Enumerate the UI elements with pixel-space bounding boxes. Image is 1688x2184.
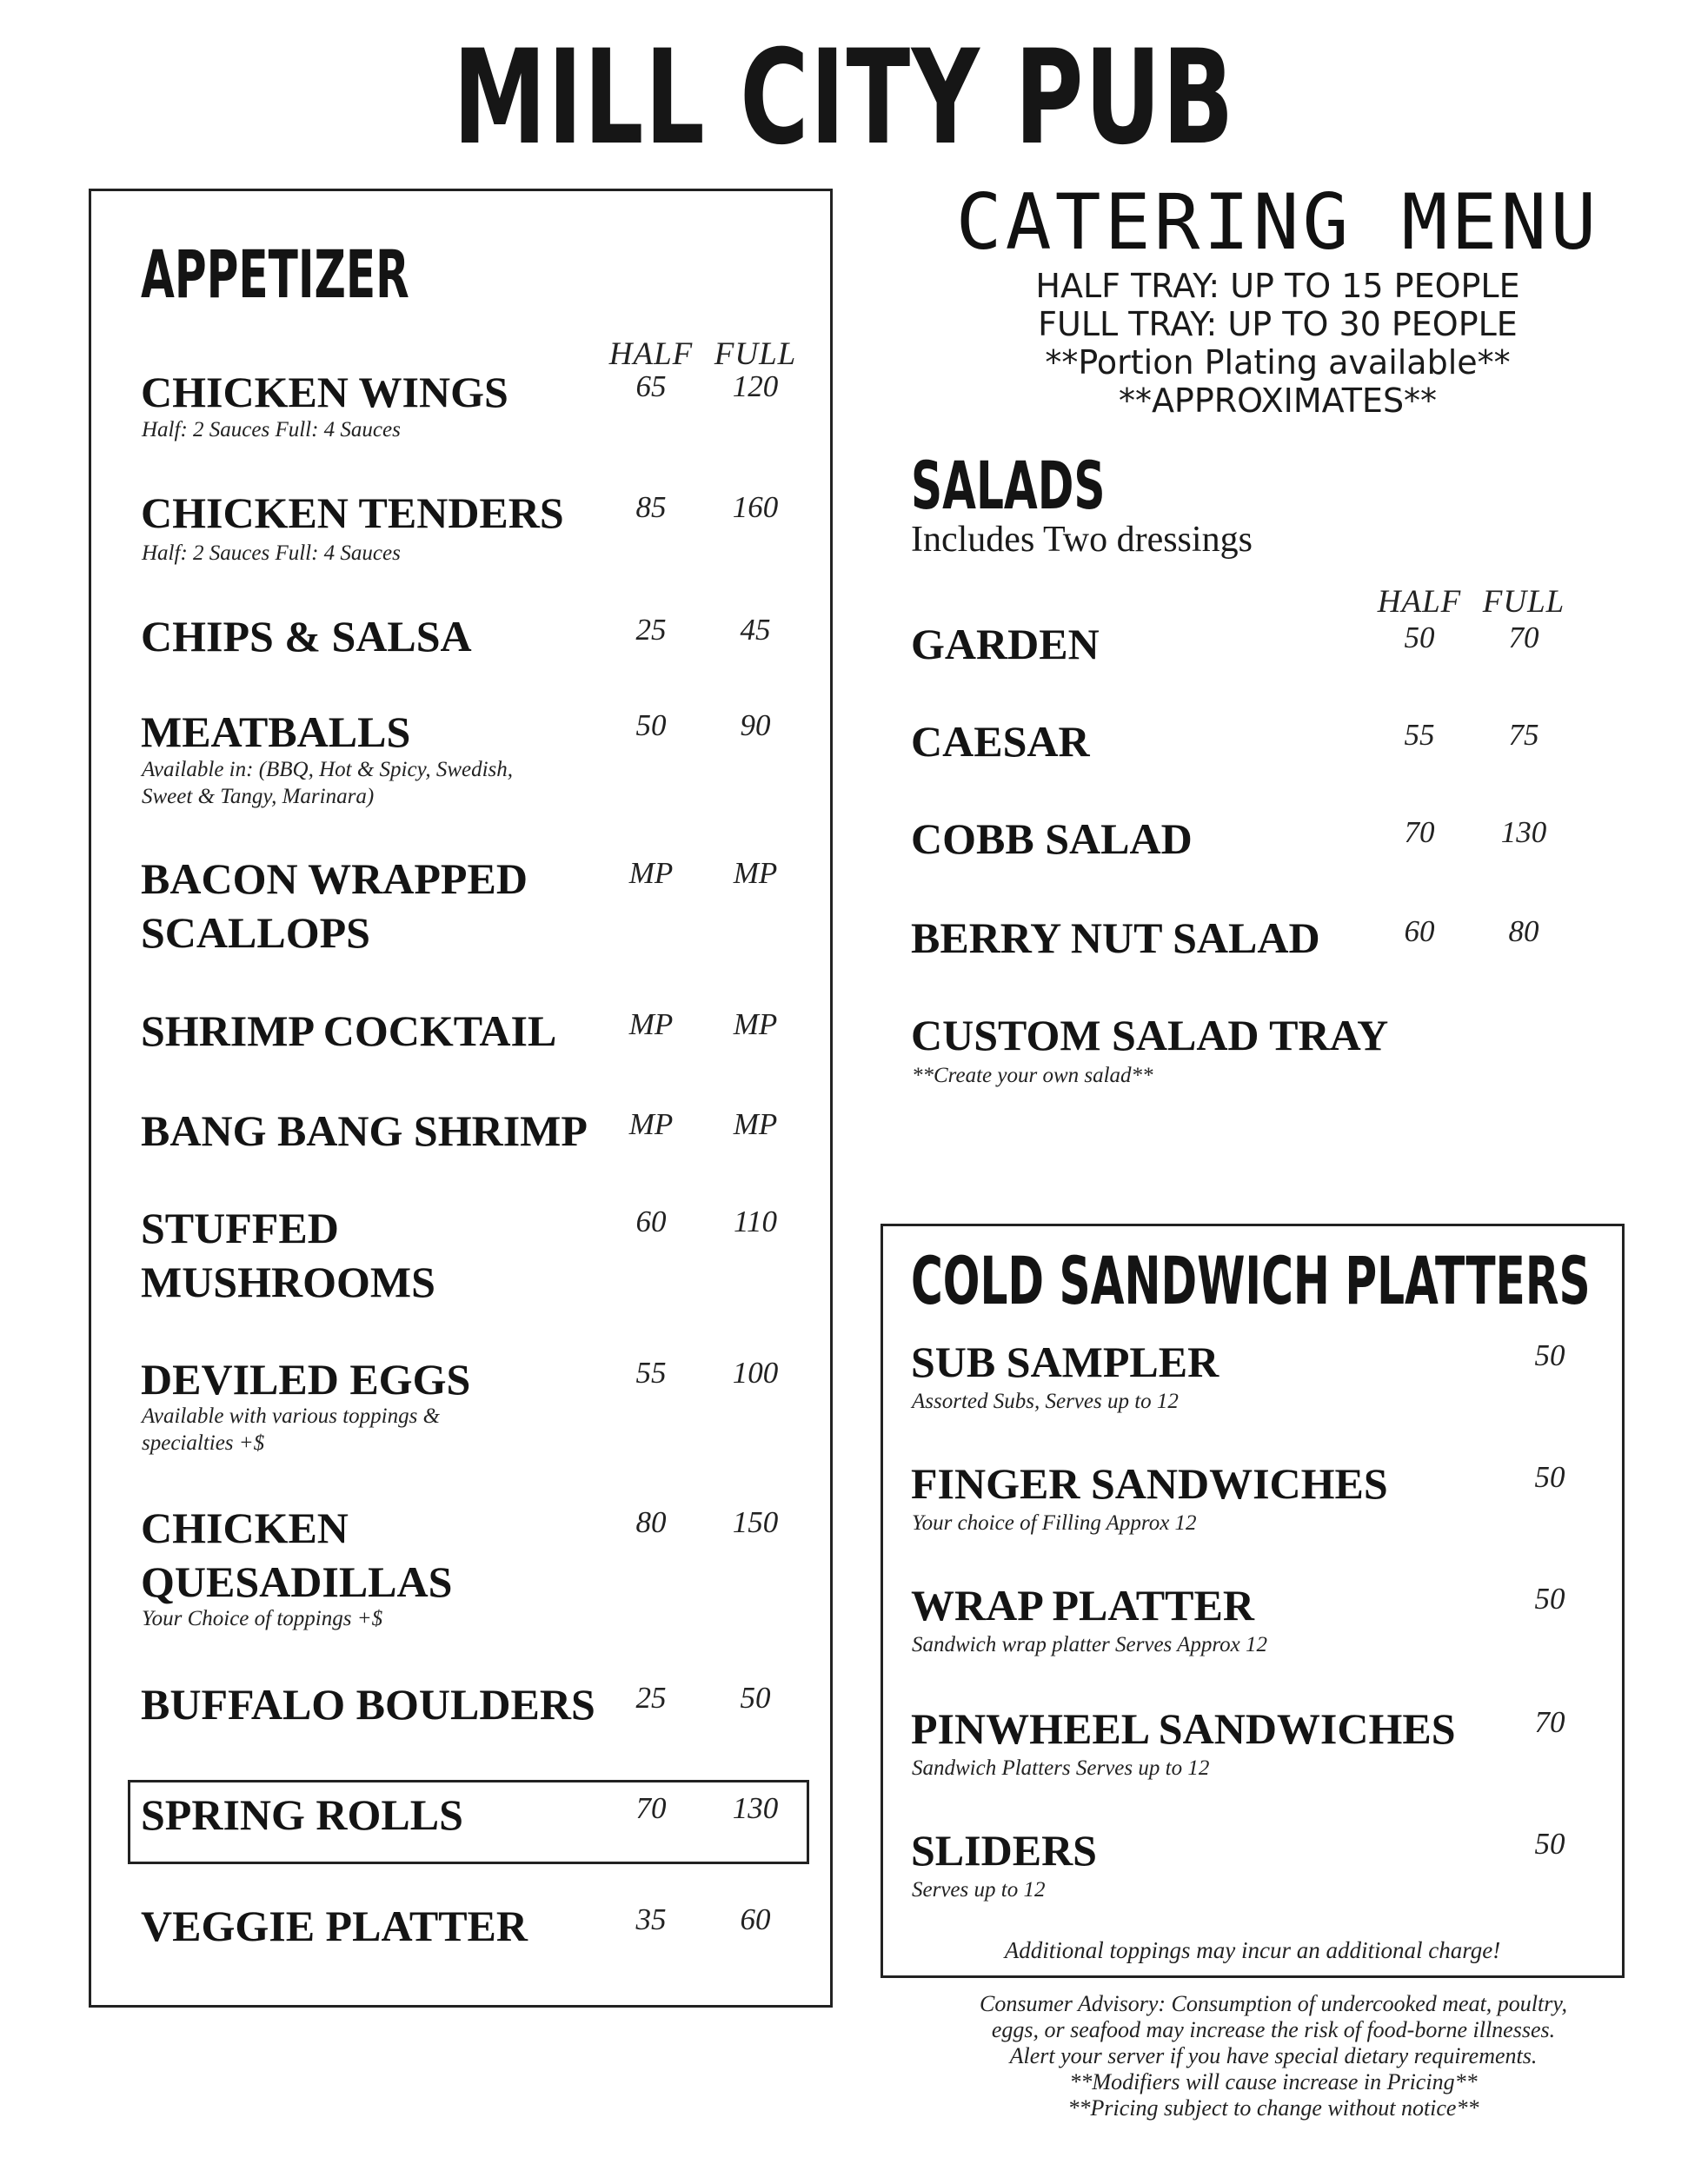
price-full: 60: [740, 1902, 771, 1936]
menu-item-desc: Sandwich Platters Serves up to 12: [912, 1756, 1210, 1780]
appetizer-full-header: FULL: [714, 336, 797, 372]
menu-item-buffalo-boulders: BUFFALO BOULDERS: [141, 1680, 595, 1729]
catering-menu-title: CATERING MENU: [955, 177, 1600, 267]
modifiers-note: **Modifiers will cause increase in Pricing**: [1069, 2069, 1478, 2094]
appetizer-half-header: HALF: [608, 336, 694, 372]
price: 50: [1534, 1338, 1565, 1372]
menu-item-berry-nut-salad: BERRY NUT SALAD: [911, 913, 1320, 962]
tray-info-full: FULL TRAY: UP TO 30 PEOPLE: [1038, 305, 1518, 343]
menu-item-name-line2: QUESADILLAS: [141, 1557, 453, 1606]
tray-info-half: HALF TRAY: UP TO 15 PEOPLE: [1035, 267, 1520, 305]
price-half: 55: [635, 1356, 667, 1390]
menu-item-chips-salsa: CHIPS & SALSA: [141, 612, 472, 661]
price: 70: [1534, 1705, 1565, 1739]
menu-item-desc: Your choice of Filling Approx 12: [912, 1511, 1197, 1535]
menu-item-bacon-wrapped-scallops: BACON WRAPPED: [141, 854, 528, 903]
price-full: MP: [733, 1007, 778, 1041]
menu-item-sliders: SLIDERS: [911, 1826, 1097, 1875]
menu-item-desc: **Create your own salad**: [912, 1064, 1153, 1087]
price-half: 70: [635, 1791, 667, 1825]
price-half: 70: [1404, 815, 1435, 849]
price-full: 50: [740, 1681, 771, 1715]
price: 50: [1534, 1582, 1565, 1616]
menu-item-desc: Available in: (BBQ, Hot & Spicy, Swedish,: [142, 758, 514, 781]
price-half: 50: [1404, 621, 1435, 654]
menu-item-desc: Assorted Subs, Serves up to 12: [912, 1390, 1179, 1413]
price-full: 70: [1508, 621, 1539, 654]
menu-item-wrap-platter: WRAP PLATTER: [911, 1581, 1254, 1630]
menu-item-chicken-wings: CHICKEN WINGS: [141, 368, 508, 416]
menu-item-pinwheel-sandwiches: PINWHEEL SANDWICHES: [911, 1704, 1456, 1753]
price-full: 90: [740, 708, 771, 742]
price-half: 60: [635, 1205, 667, 1238]
salads-subtitle: Includes Two dressings: [911, 520, 1253, 560]
price-full: 120: [732, 369, 779, 403]
salads-half-header: HALF: [1377, 584, 1462, 620]
menu-item-deviled-eggs: DEVILED EGGS: [141, 1355, 471, 1404]
price: 50: [1534, 1460, 1565, 1494]
tray-info-approximates: **APPROXIMATES**: [1118, 382, 1438, 420]
consumer-advisory-line: Alert your server if you have special dietary requirements.: [1009, 2043, 1538, 2068]
price-half: 35: [635, 1902, 667, 1936]
menu-item-stuffed-mushrooms: STUFFED: [141, 1204, 339, 1252]
menu-item-desc: Serves up to 12: [912, 1878, 1046, 1902]
menu-item-finger-sandwiches: FINGER SANDWICHES: [911, 1459, 1388, 1508]
menu-item-custom-salad-tray: CUSTOM SALAD TRAY: [911, 1011, 1389, 1059]
price-full: 100: [732, 1356, 779, 1390]
price-full: 45: [740, 613, 771, 647]
price-half: 25: [635, 1681, 667, 1715]
menu-item-spring-rolls: SPRING ROLLS: [141, 1790, 463, 1839]
price-full: 80: [1508, 914, 1539, 948]
price-half: MP: [628, 856, 674, 890]
menu-item-chicken-tenders: CHICKEN TENDERS: [141, 488, 564, 537]
menu-item-bang-bang-shrimp: BANG BANG SHRIMP: [141, 1106, 588, 1155]
price-full: 150: [732, 1505, 779, 1539]
menu-item-shrimp-cocktail: SHRIMP COCKTAIL: [141, 1006, 557, 1055]
menu-item-caesar: CAESAR: [911, 717, 1090, 766]
salads-heading: SALADS: [911, 447, 1106, 524]
pricing-note: **Pricing subject to change without notice**: [1067, 2095, 1479, 2121]
price-half: 65: [635, 369, 667, 403]
price-half: 85: [635, 490, 667, 524]
price-half: MP: [628, 1107, 674, 1141]
cold-sandwich-heading: COLD SANDWICH PLATTERS: [911, 1242, 1591, 1319]
consumer-advisory-line: eggs, or seafood may increase the risk of food-borne illnesses.: [991, 2017, 1556, 2042]
menu-item-chicken-quesadillas: CHICKEN: [141, 1504, 349, 1552]
price: 50: [1534, 1827, 1565, 1861]
price-half: MP: [628, 1007, 674, 1041]
price-half: 60: [1404, 914, 1435, 948]
price-full: 75: [1508, 718, 1539, 752]
price-full: 160: [732, 490, 779, 524]
appetizer-heading: APPETIZER: [141, 236, 409, 313]
menu-item-name-line2: MUSHROOMS: [141, 1258, 435, 1306]
price-full: MP: [733, 856, 778, 890]
menu-item-desc: Half: 2 Sauces Full: 4 Sauces: [142, 541, 401, 565]
price-half: 80: [635, 1505, 667, 1539]
salads-full-header: FULL: [1482, 584, 1565, 620]
menu-item-desc: specialties +$: [142, 1431, 265, 1455]
menu-item-cobb-salad: COBB SALAD: [911, 814, 1193, 863]
price-half: 55: [1404, 718, 1435, 752]
menu-item-name-line2: SCALLOPS: [141, 908, 370, 957]
menu-item-veggie-platter: VEGGIE PLATTER: [141, 1902, 528, 1950]
price-half: 25: [635, 613, 667, 647]
price-full: 130: [732, 1791, 779, 1825]
price-full: 110: [734, 1205, 777, 1238]
additional-toppings-note: Additional toppings may incur an additional charge!: [1004, 1937, 1501, 1963]
menu-item-desc: Your Choice of toppings +$: [142, 1607, 383, 1630]
menu-item-desc: Sandwich wrap platter Serves Approx 12: [912, 1633, 1267, 1656]
price-half: 50: [635, 708, 667, 742]
price-full: 130: [1500, 815, 1547, 849]
consumer-advisory-line: Consumer Advisory: Consumption of undercooked meat, poultry,: [980, 1991, 1567, 2016]
menu-item-sub-sampler: SUB SAMPLER: [911, 1338, 1219, 1386]
menu-item-desc: Sweet & Tangy, Marinara): [142, 785, 375, 808]
price-full: MP: [733, 1107, 778, 1141]
tray-info-portion: **Portion Plating available**: [1045, 343, 1511, 382]
restaurant-title: MILL CITY PUB: [453, 23, 1235, 174]
menu-item-garden: GARDEN: [911, 620, 1100, 668]
menu-item-meatballs: MEATBALLS: [141, 707, 411, 756]
menu-item-desc: Available with various toppings &: [142, 1404, 441, 1428]
menu-item-desc: Half: 2 Sauces Full: 4 Sauces: [142, 418, 401, 441]
appetizer-panel: [89, 189, 833, 2008]
